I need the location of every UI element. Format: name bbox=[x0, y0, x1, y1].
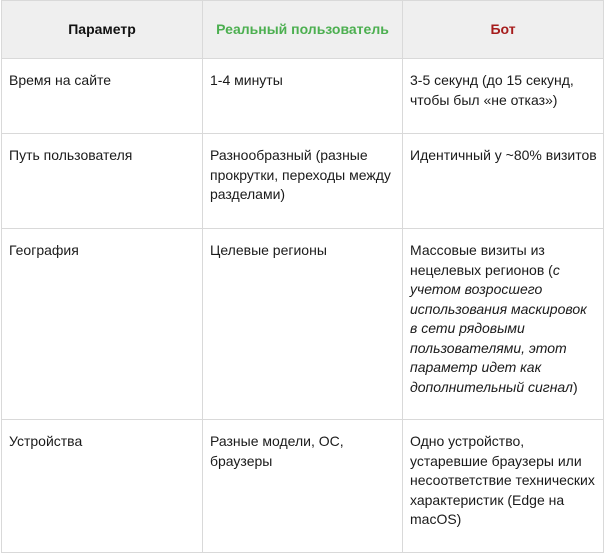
cell-param: Время на сайте bbox=[2, 59, 203, 134]
table-body bbox=[2, 59, 604, 553]
cell-real-user: 1-4 минуты bbox=[203, 59, 403, 134]
table-row-time bbox=[2, 59, 604, 134]
header-param: Параметр bbox=[2, 1, 203, 59]
bot-geo-plain: Массовые визиты из нецелевых регионов ( bbox=[410, 242, 553, 278]
table-header bbox=[2, 1, 604, 59]
cell-param: География bbox=[2, 229, 203, 420]
header-bot: Бот bbox=[403, 1, 604, 59]
bot-geo-italic-note: с учетом возросшего использования маскировок в сети рядовыми пользователями, этот параметр идет как дополнительный сигнал bbox=[410, 261, 587, 395]
bot-geo-close: ) bbox=[572, 378, 578, 395]
cell-bot: 3-5 секунд (до 15 секунд, чтобы был «не отказ») bbox=[403, 59, 604, 134]
table-row-path bbox=[2, 134, 604, 229]
header-row bbox=[2, 1, 604, 59]
cell-param: Устройства bbox=[2, 420, 203, 553]
cell-real-user: Разные модели, ОС, браузеры bbox=[203, 420, 403, 553]
header-real-user: Реальный пользователь bbox=[203, 1, 403, 59]
cell-bot: Идентичный у ~80% визитов bbox=[403, 134, 604, 229]
cell-param: Путь пользователя bbox=[2, 134, 203, 229]
cell-real-user: Целевые регионы bbox=[203, 229, 403, 420]
cell-real-user: Разнообразный (разные прокрутки, переходы между разделами) bbox=[203, 134, 403, 229]
cell-bot: Одно устройство, устаревшие браузеры или несоответствие технических характеристик (Edge на macOS) bbox=[403, 420, 604, 553]
cell-bot bbox=[403, 229, 604, 420]
table-row-geo bbox=[2, 229, 604, 420]
comparison-table bbox=[1, 0, 604, 553]
table-row-devices bbox=[2, 420, 604, 553]
